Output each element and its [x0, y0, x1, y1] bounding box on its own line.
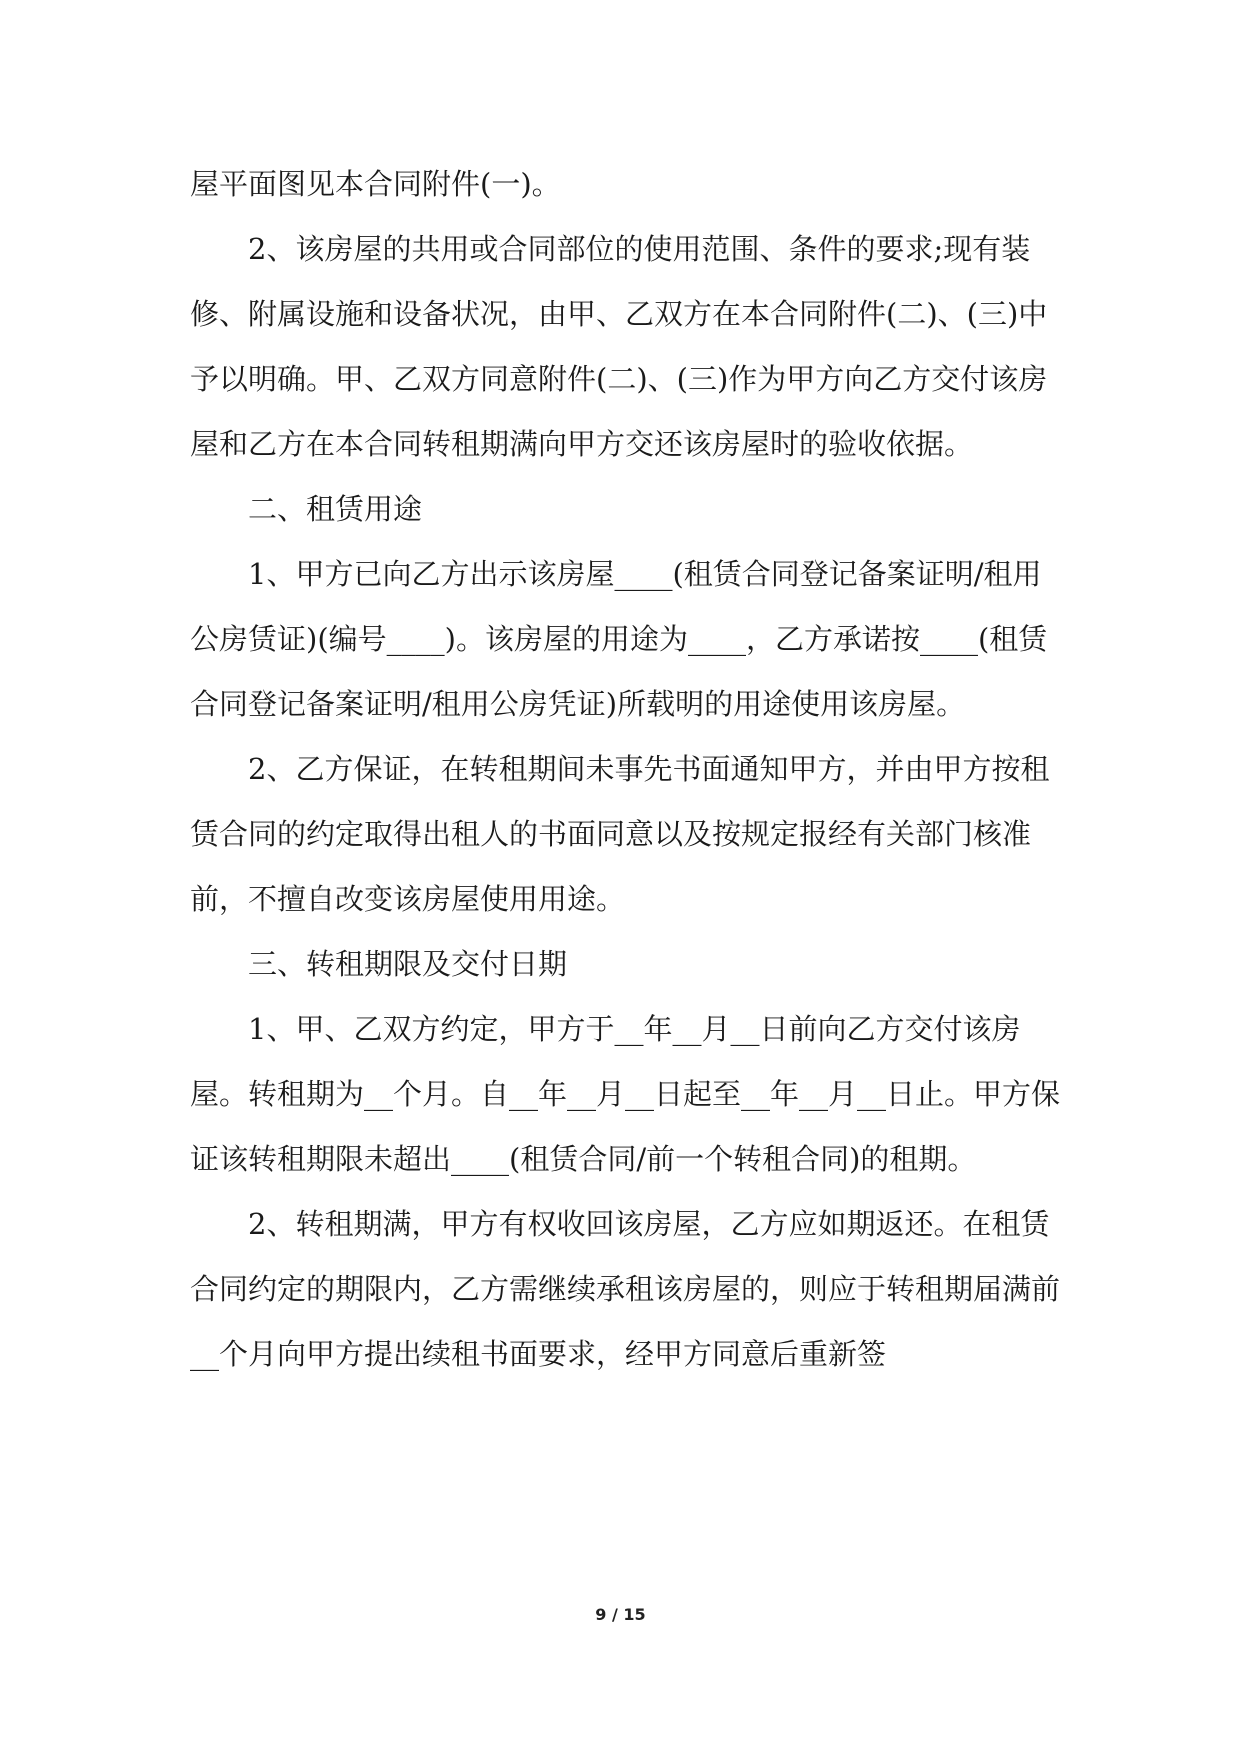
section-heading-sublease-term: 三、转租期限及交付日期 — [248, 947, 568, 981]
paragraph-clause-1-2: 2、该房屋的共用或合同部位的使用范围、条件的要求;现有装修、附属设施和设备状况，由甲、乙双方在本合同附件(二)、(三)中予以明确。甲、乙双方同意附件(二)、(三)作为甲方向乙方交付该房屋和乙方在本合同转租期满向甲方交还该房屋时的验收依据。 — [190, 232, 1048, 461]
paragraph-clause-2-1: 1、甲方已向乙方出示该房屋____(租赁合同登记备案证明/租用公房赁证)(编号____)。该房屋的用途为____，乙方承诺按____(租赁合同登记备案证明/租用公房凭证)所载明的用途使用该房屋。 — [190, 557, 1048, 721]
paragraph-clause-2-2: 2、乙方保证，在转租期间未事先书面通知甲方，并由甲方按租赁合同的约定取得出租人的书面同意以及按规定报经有关部门核准前，不擅自改变该房屋使用用途。 — [190, 752, 1050, 916]
paragraph-clause-3-2: 2、转租期满，甲方有权收回该房屋，乙方应如期返还。在租赁合同约定的期限内，乙方需继续承租该房屋的，则应于转租期届满前__个月向甲方提出续租书面要求，经甲方同意后重新签 — [190, 1207, 1061, 1371]
section-heading-lease-purpose: 二、租赁用途 — [248, 492, 423, 526]
document-body — [190, 152, 1060, 1387]
paragraph-clause-3-1: 1、甲、乙双方约定，甲方于__年__月__日前向乙方交付该房屋。转租期为__个月。自__年__月__日起至__年__月__日止。甲方保证该转租期限未超出____(租赁合同/前一个转租合同)的租期。 — [190, 1012, 1061, 1176]
page-number: 9 / 15 — [595, 1605, 646, 1624]
paragraph-continuation: 屋平面图见本合同附件(一)。 — [190, 167, 561, 201]
